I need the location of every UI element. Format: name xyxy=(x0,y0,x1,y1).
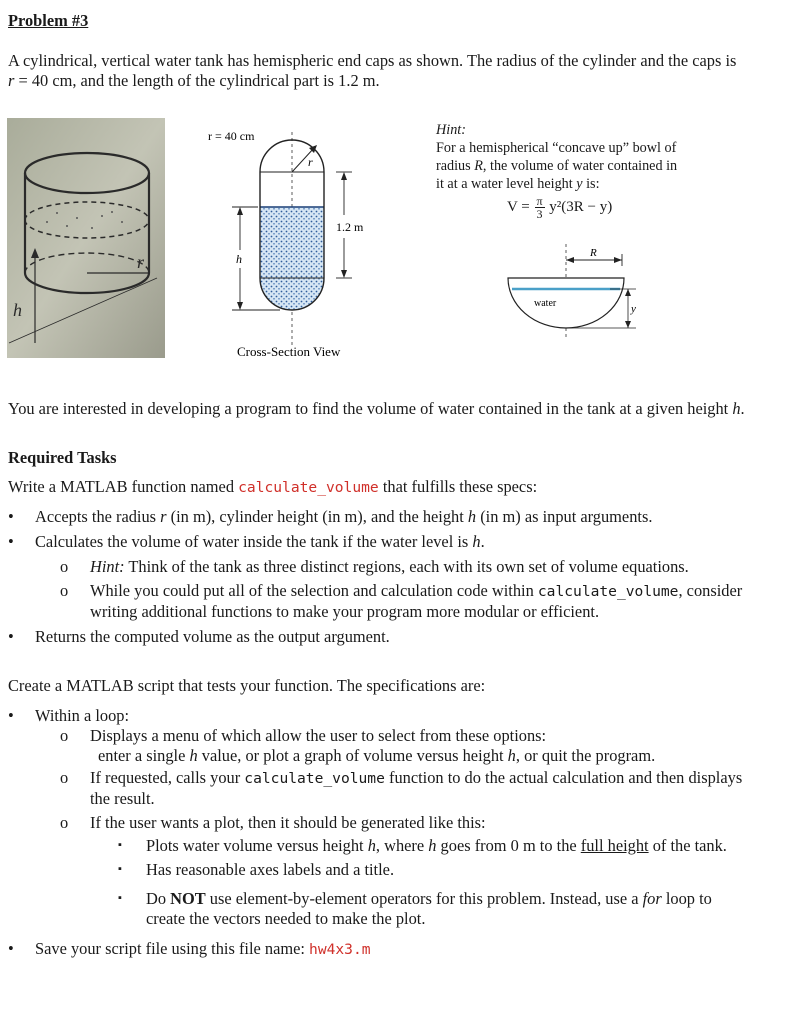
q1g: of the tank. xyxy=(648,836,727,855)
q1b: h xyxy=(367,836,376,855)
function-name-code: calculate_volume xyxy=(238,479,379,496)
plot-spec-labels: Has reasonable axes labels and a title. xyxy=(146,860,395,879)
diagram-r-label: r xyxy=(308,155,313,169)
intro-r-var: r xyxy=(8,71,15,90)
q3b: NOT xyxy=(170,889,206,908)
rs1a: Hint: xyxy=(90,557,125,576)
script-sub-menu xyxy=(90,726,780,766)
rs2c: , consider xyxy=(678,581,743,600)
req-bullet-calc xyxy=(35,532,795,552)
bullet-dot: • xyxy=(8,532,14,551)
volume-formula xyxy=(507,195,612,220)
rb2a: Calculates the volume of water inside the tank if the water level is xyxy=(35,532,473,551)
intro-paragraph xyxy=(8,51,788,91)
interest-h-var: h xyxy=(732,399,741,418)
square-bullet: ▪ xyxy=(118,863,122,875)
plot-spec-range xyxy=(146,836,776,856)
rs2b-code: calculate_volume xyxy=(537,583,679,600)
script-bullet-save xyxy=(35,939,795,960)
photo-h-label: h xyxy=(13,300,22,320)
bowl-y-label: y xyxy=(631,303,636,315)
sub-bullet-circle: o xyxy=(60,768,69,787)
script-intro: Create a MATLAB script that tests your function. The specifications are: xyxy=(8,676,486,695)
rs2-line1 xyxy=(90,581,780,602)
o1b1: enter a single xyxy=(98,746,190,765)
hint-l3c: is: xyxy=(582,176,600,192)
cross-section-diagram xyxy=(200,120,370,365)
hint-R-var: R xyxy=(474,158,483,174)
formula-pi: π xyxy=(536,194,543,208)
tank-photo xyxy=(7,118,165,358)
intro-line-1: A cylindrical, vertical water tank has hemispheric end caps as shown. The radius of the cylinder and the caps is xyxy=(8,51,737,70)
rs2-line2: writing additional functions to make your program more modular or efficient. xyxy=(90,602,600,621)
bowl-diagram xyxy=(500,244,650,344)
square-bullet: ▪ xyxy=(118,839,122,851)
q1a: Plots water volume versus height xyxy=(146,836,368,855)
photo-r-label: r xyxy=(137,252,145,272)
q1c: , where xyxy=(375,836,429,855)
interest-text: You are interested in developing a program to find the volume of water contained in the tank at a given height xyxy=(8,399,733,418)
calls-line-1 xyxy=(90,768,780,789)
radius-label: r = 40 cm xyxy=(208,129,255,143)
hint-l2a: radius xyxy=(436,158,475,174)
o2b-code: calculate_volume xyxy=(244,770,385,787)
plot-spec-noelementwise xyxy=(146,889,776,929)
formula-denominator: 3 xyxy=(536,207,543,221)
required-tasks-heading: Required Tasks xyxy=(8,448,117,467)
o1b3: value, or plot a graph of volume versus height xyxy=(197,746,508,765)
q1f: full height xyxy=(580,836,649,855)
o1b2: h xyxy=(189,746,198,765)
problem-title: Problem #3 xyxy=(8,11,89,30)
q3c: use element-by-element operators for this problem. Instead, use a xyxy=(205,889,643,908)
bowl-water-label: water xyxy=(534,298,557,309)
rb1c: (in m), cylinder height (in m), and the height xyxy=(166,507,468,526)
interest-paragraph xyxy=(8,399,798,419)
hint-line-2 xyxy=(436,157,766,175)
hint-l3a: it at a water level height xyxy=(436,176,577,192)
o2a: If requested, calls your xyxy=(90,768,245,787)
bullet-dot: • xyxy=(8,706,14,725)
bowl-R-label: R xyxy=(590,247,597,259)
bullet-dot: • xyxy=(8,507,14,526)
rs2a: While you could put all of the selection and calculation code within xyxy=(90,581,538,600)
o1b5: , or quit the program. xyxy=(515,746,656,765)
req-bullet-inputs xyxy=(35,507,795,527)
formula-lhs: V = xyxy=(507,199,530,215)
sub-bullet-circle: o xyxy=(60,813,69,832)
rb1a: Accepts the radius xyxy=(35,507,161,526)
q3a: Do xyxy=(146,889,171,908)
rb2b: h xyxy=(472,532,481,551)
req-line-a: Write a MATLAB function named xyxy=(8,477,239,496)
q3e: loop to xyxy=(661,889,712,908)
script-sub-calls xyxy=(90,768,780,809)
hint-label: Hint: xyxy=(436,122,466,138)
script-bullet-loop: Within a loop: xyxy=(35,706,130,725)
cylinder-length-label: 1.2 m xyxy=(336,220,364,234)
req-line-b: that fulfills these specs: xyxy=(378,477,538,496)
o1b4: h xyxy=(507,746,516,765)
hint-line-3 xyxy=(436,175,766,193)
hint-l2c: , the volume of water contained in xyxy=(482,158,678,174)
menu-line-1: Displays a menu of which allow the user to select from these options: xyxy=(90,726,547,745)
q3-line-1 xyxy=(146,889,776,909)
cross-section-caption: Cross-Section View xyxy=(237,344,341,359)
q1d: h xyxy=(428,836,437,855)
b2a: Save your script file using this file name: xyxy=(35,939,310,958)
q1e: goes from 0 m to the xyxy=(436,836,581,855)
calls-line-2: the result. xyxy=(90,789,155,808)
rb2c: . xyxy=(480,532,485,551)
req-sub-modular xyxy=(90,581,780,622)
hint-box xyxy=(436,121,766,193)
hint-y-var: y xyxy=(576,176,583,192)
o2c: function to do the actual calculation and then displays xyxy=(384,768,743,787)
rb1e: (in m) as input arguments. xyxy=(476,507,653,526)
sub-bullet-circle: o xyxy=(60,557,69,576)
bullet-dot: • xyxy=(8,939,14,958)
rb1b: r xyxy=(160,507,167,526)
square-bullet: ▪ xyxy=(118,892,122,904)
intro-line-2 xyxy=(8,71,788,91)
filename-code: hw4x3.m xyxy=(309,941,371,958)
required-tasks-intro xyxy=(8,477,537,497)
sub-bullet-circle: o xyxy=(60,726,69,745)
req-sub-hint xyxy=(90,557,780,577)
rb1d: h xyxy=(467,507,477,526)
interest-period: . xyxy=(740,399,745,418)
req-bullet-returns: Returns the computed volume as the output argument. xyxy=(35,627,390,646)
hint-line-1: For a hemispherical “concave up” bowl of xyxy=(436,140,677,156)
bullet-dot: • xyxy=(8,627,14,646)
script-sub-plot: If the user wants a plot, then it should be generated like this: xyxy=(90,813,486,832)
diagram-h-label: h xyxy=(236,252,242,266)
formula-rhs: y²(3R − y) xyxy=(549,199,613,215)
sub-bullet-circle: o xyxy=(60,581,69,600)
q3-line-2: create the vectors needed to make the plot. xyxy=(146,909,426,928)
intro-line-2-text: = 40 cm, and the length of the cylindrical part is 1.2 m. xyxy=(14,71,380,90)
q3d: for xyxy=(642,889,662,908)
menu-line-2 xyxy=(90,746,780,766)
rs1b: Think of the tank as three distinct regions, each with its own set of volume equations. xyxy=(124,557,689,576)
